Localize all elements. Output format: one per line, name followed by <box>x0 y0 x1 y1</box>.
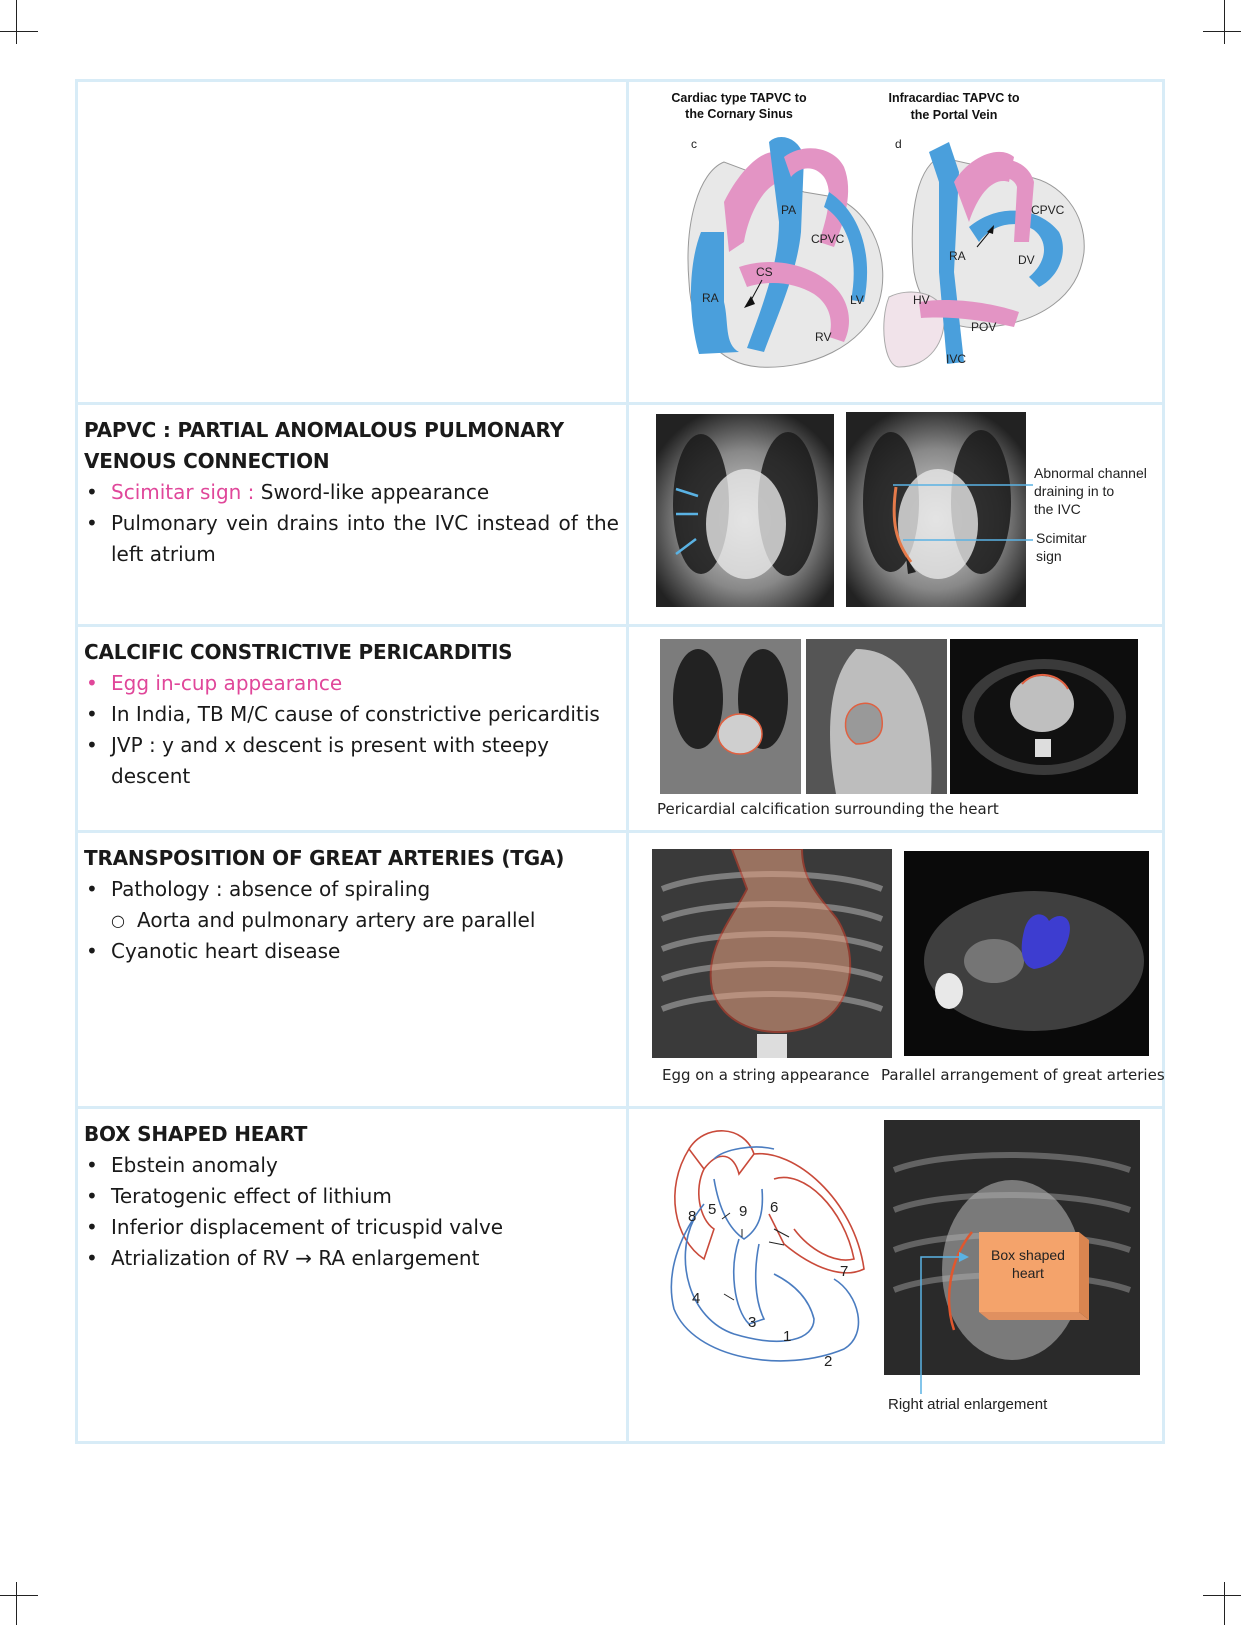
row-tapvc <box>78 82 1162 405</box>
box-bullet-4: • Atrialization of RV → RA enlargement <box>84 1243 619 1274</box>
box-label-2: heart <box>1012 1265 1044 1281</box>
papvc-bullet-2: • Pulmonary vein drains into the IVC instead of the left atrium <box>84 508 619 570</box>
c-title-1: Cardiac type TAPVC to <box>671 91 807 105</box>
tga-sub-bullet: ○ Aorta and pulmonary artery are parallel <box>84 905 619 936</box>
d-label-hv: HV <box>913 293 930 307</box>
column-divider <box>626 1109 629 1441</box>
row-calcific <box>78 627 1162 833</box>
scimitar-label-2: sign <box>1036 548 1062 564</box>
calcific-ct-scan <box>950 639 1138 794</box>
box-caption: Right atrial enlargement <box>888 1396 1048 1413</box>
c-label-ra: RA <box>702 291 719 305</box>
row-tga <box>78 833 1165 1109</box>
papvc-heading-2: VENOUS CONNECTION <box>84 449 330 473</box>
ebstein-num-2: 2 <box>824 1353 833 1370</box>
ebstein-num-1: 1 <box>783 1328 792 1345</box>
ebstein-num-9: 9 <box>739 1203 748 1220</box>
calcific-bullet-3: • JVP : y and x descent is present with steepy descent <box>84 730 619 792</box>
ebstein-num-8: 8 <box>688 1208 697 1225</box>
box-bullet-3: • Inferior displacement of tricuspid valve <box>84 1212 619 1243</box>
calcific-text <box>84 637 619 792</box>
channel-label-2: draining in to <box>1034 483 1115 499</box>
tapvc-diagram <box>629 82 1162 402</box>
scimitar-label <box>1036 529 1087 565</box>
box-bullet-2: • Teratogenic effect of lithium <box>84 1181 619 1212</box>
box-text <box>84 1119 619 1274</box>
channel-label-1: Abnormal channel <box>1034 465 1147 481</box>
d-label-ra: RA <box>949 249 966 263</box>
ebstein-num-6: 6 <box>770 1199 779 1216</box>
box-bullet-1: • Ebstein anomaly <box>84 1150 619 1181</box>
crop-mark <box>1224 1582 1225 1625</box>
crop-mark <box>1224 0 1225 44</box>
c-label-lv: LV <box>850 293 864 307</box>
row-box-heart <box>78 1109 1162 1441</box>
scimitar-highlight: Scimitar sign : <box>111 480 261 504</box>
c-label-cpvc: CPVC <box>811 232 845 246</box>
calcific-bullet-2: • In India, TB M/C cause of constrictive pericarditis <box>84 699 619 730</box>
d-label-pov: POV <box>971 320 997 334</box>
box-label <box>978 1246 1078 1282</box>
c-label-pa: PA <box>781 203 797 217</box>
c-letter: c <box>691 137 697 151</box>
crop-mark <box>1203 31 1241 32</box>
d-label-cpvc: CPVC <box>1031 203 1065 217</box>
papvc-text <box>84 415 619 570</box>
crop-mark <box>16 1582 17 1625</box>
d-title-2: the Portal Vein <box>910 108 998 122</box>
row-papvc <box>78 405 1162 627</box>
tga-bullet-2: • Cyanotic heart disease <box>84 936 619 967</box>
column-divider <box>626 405 629 624</box>
c-label-rv: RV <box>815 330 832 344</box>
heart-d-illustration <box>884 142 1084 367</box>
crop-mark <box>16 0 17 44</box>
scimitar-label-1: Scimitar <box>1036 530 1087 546</box>
calcific-caption: Pericardial calcification surrounding the heart <box>657 800 999 818</box>
tga-caption-1: Egg on a string appearance <box>662 1066 870 1084</box>
tga-heading: TRANSPOSITION OF GREAT ARTERIES (TGA) <box>84 846 565 870</box>
papvc-pointer-lines <box>893 475 1043 585</box>
ebstein-diagram <box>644 1119 874 1399</box>
calcific-xray-pa <box>660 639 801 794</box>
ebstein-num-4: 4 <box>692 1290 701 1307</box>
d-label-ivc: IVC <box>946 352 967 366</box>
crop-mark <box>0 31 38 32</box>
tga-text <box>84 843 619 967</box>
calcific-bullets <box>84 668 619 792</box>
heart-c-illustration <box>688 137 883 367</box>
tga-echo <box>904 851 1149 1056</box>
rae-pointer-line <box>911 1249 971 1399</box>
c-label-cs: CS <box>756 265 773 279</box>
papvc-heading-1: PAPVC : PARTIAL ANOMALOUS PULMONARY <box>84 418 564 442</box>
scimitar-text: Sword-like appearance <box>260 480 490 504</box>
notes-table <box>75 79 1165 1444</box>
ebstein-num-3: 3 <box>748 1314 757 1331</box>
d-title-1: Infracardiac TAPVC to <box>888 91 1020 105</box>
tga-bullets <box>84 874 619 967</box>
box-bullets <box>84 1150 619 1274</box>
tga-xray <box>652 849 892 1058</box>
papvc-bullet-1 <box>84 477 619 508</box>
calcific-xray-lateral <box>806 639 947 794</box>
box-label-1: Box shaped <box>991 1247 1065 1263</box>
crop-mark <box>0 1595 38 1596</box>
d-letter: d <box>895 137 902 151</box>
box-heading: BOX SHAPED HEART <box>84 1122 308 1146</box>
column-divider <box>626 833 629 1106</box>
papvc-bullets <box>84 477 619 570</box>
calcific-heading: CALCIFIC CONSTRICTIVE PERICARDITIS <box>84 640 513 664</box>
channel-label-3: the IVC <box>1034 501 1081 517</box>
c-title-2: the Cornary Sinus <box>685 107 793 121</box>
tga-bullet-1: • Pathology : absence of spiraling <box>84 874 619 905</box>
d-label-dv: DV <box>1018 253 1035 267</box>
ebstein-num-7: 7 <box>840 1263 849 1280</box>
calcific-bullet-1: • Egg in-cup appearance <box>84 668 619 699</box>
column-divider <box>626 627 629 830</box>
papvc-xray-left <box>656 414 834 607</box>
channel-label <box>1034 464 1147 518</box>
tga-caption-2: Parallel arrangement of great arteries <box>881 1066 1165 1084</box>
ebstein-num-5: 5 <box>708 1201 717 1218</box>
crop-mark <box>1203 1595 1241 1596</box>
